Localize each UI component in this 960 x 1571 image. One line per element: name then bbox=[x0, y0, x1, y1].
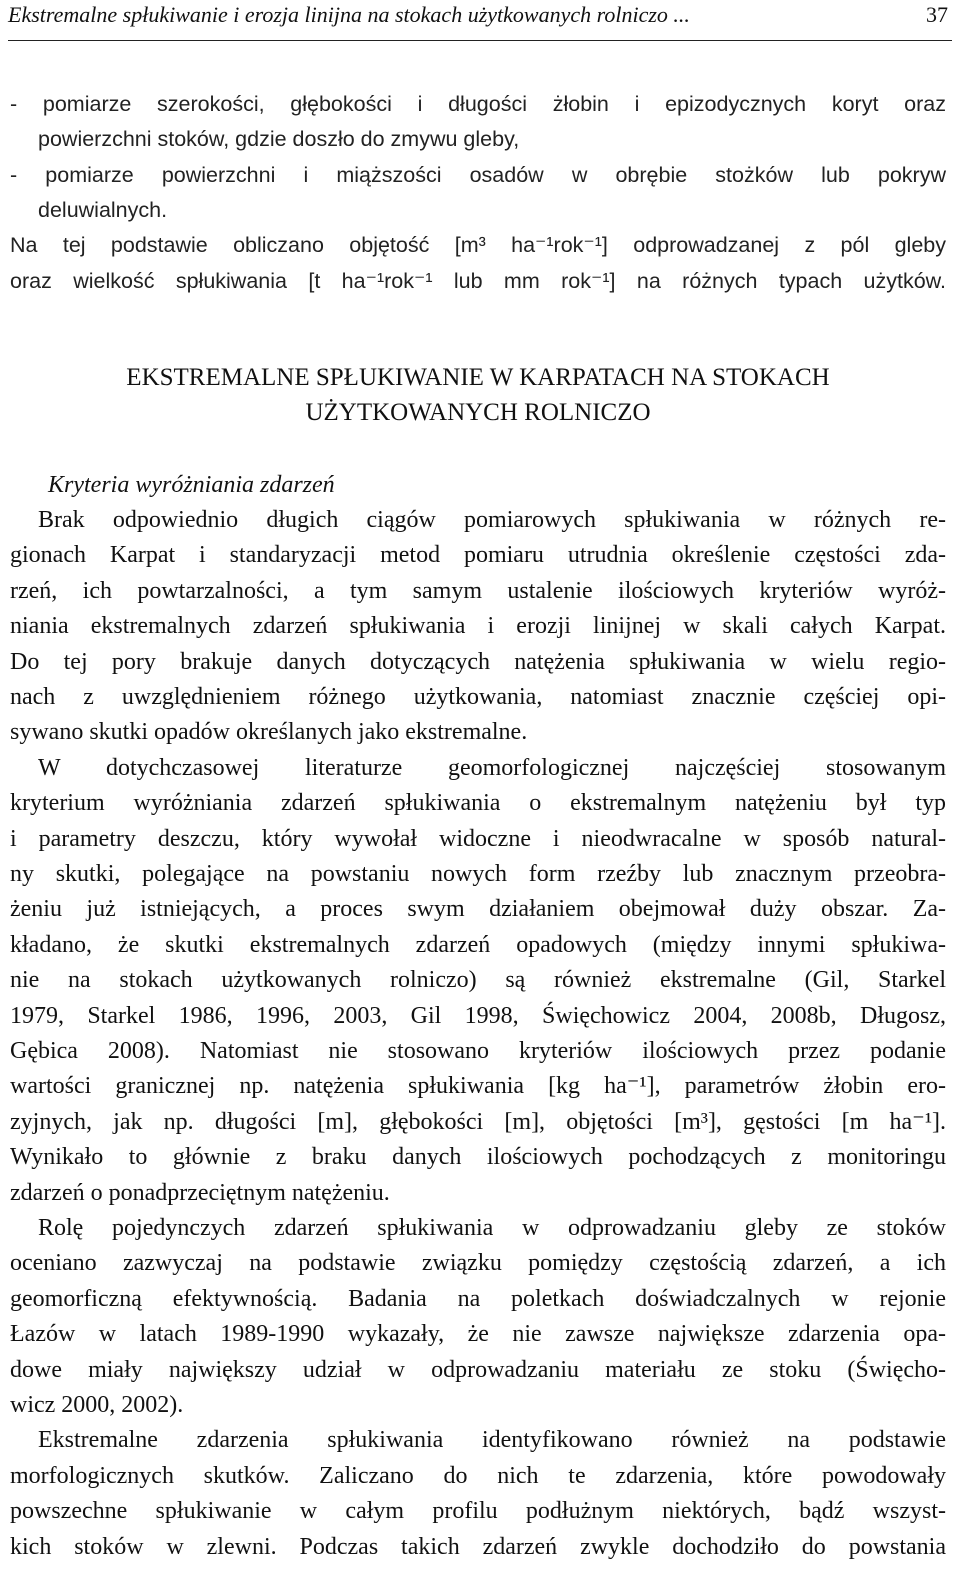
body-line: kich stoków w zlewni. Podczas takich zdarzeń zwykle dochodziło do powstania bbox=[10, 1534, 946, 1560]
intro-line: - pomiarze szerokości, głębokości i długości żłobin i epizodycznych koryt oraz bbox=[10, 92, 946, 116]
body-line: ny skutki, polegające na powstaniu nowych form rzeźby lub znacznym przeobra- bbox=[10, 861, 946, 887]
running-title: Ekstremalne spłukiwanie i erozja linijna na stokach użytkowanych rolniczo ... bbox=[8, 2, 690, 27]
body-line: nie na stokach użytkowanych rolniczo) są również ekstremalne (Gil, Starkel bbox=[10, 967, 946, 993]
body-line: i parametry deszczu, który wywołał widoczne i nieodwracalne w sposób natural- bbox=[10, 826, 946, 852]
body-line: nach z uwzględnieniem różnego użytkowania, natomiast znacznie częściej opi- bbox=[10, 684, 946, 710]
body-line: sywano skutki opadów określanych jako ekstremalne. bbox=[10, 719, 528, 745]
body-line: morfologicznych skutków. Zaliczano do nich te zdarzenia, które powodowały bbox=[10, 1463, 946, 1489]
body-line: Ekstremalne zdarzenia spłukiwania identyfikowano również na podstawie bbox=[38, 1427, 946, 1453]
intro-line: powierzchni stoków, gdzie doszło do zmywu gleby, bbox=[38, 127, 520, 151]
body-line: zdarzeń o ponadprzeciętnym natężeniu. bbox=[10, 1180, 390, 1206]
body-line: gionach Karpat i standaryzacji metod pomiaru utrudnia określenie częstości zda- bbox=[10, 542, 946, 568]
body-line: wicz 2000, 2002). bbox=[10, 1392, 184, 1418]
body-line: Gębica 2008). Natomiast nie stosowano kryteriów ilościowych przez podanie bbox=[10, 1038, 946, 1064]
intro-line: - pomiarze powierzchni i miąższości osadów w obrębie stożków lub pokryw bbox=[10, 163, 946, 187]
intro-line: deluwialnych. bbox=[38, 198, 168, 222]
section-heading-line-2: UŻYTKOWANYCH ROLNICZO bbox=[305, 399, 651, 426]
intro-line: oraz wielkość spłukiwania [t ha⁻¹rok⁻¹ lub mm rok⁻¹] na różnych typach użytków. bbox=[10, 269, 946, 293]
body-line: rzeń, ich powtarzalności, a tym samym ustalenie ilościowych kryteriów wyróż- bbox=[10, 578, 946, 604]
body-line: wartości granicznej np. natężenia spłukiwania [kg ha⁻¹], parametrów żłobin ero- bbox=[10, 1073, 946, 1099]
body-line: kładano, że skutki ekstremalnych zdarzeń opadowych (między innymi spłukiwa- bbox=[10, 932, 946, 958]
body-line: żeniu już istniejących, a proces swym działaniem obejmował duży obszar. Za- bbox=[10, 896, 946, 922]
body-line: W dotychczasowej literaturze geomorfologicznej najczęściej stosowanym bbox=[38, 755, 946, 781]
page-number: 37 bbox=[926, 2, 948, 27]
body-line: geomorficzną efektywnością. Badania na poletkach doświadczalnych w rejonie bbox=[10, 1286, 946, 1312]
body-line: kryterium wyróżniania zdarzeń spłukiwania o ekstremalnym natężeniu był typ bbox=[10, 790, 946, 816]
body-line: Do tej pory brakuje danych dotyczących natężenia spłukiwania w wielu regio- bbox=[10, 649, 946, 675]
section-heading-line-1: EKSTREMALNE SPŁUKIWANIE W KARPATACH NA STOKACH bbox=[126, 364, 830, 391]
body-line: niania ekstremalnych zdarzeń spłukiwania i erozji linijnej w skali całych Karpat. bbox=[10, 613, 946, 639]
subsection-title: Kryteria wyróżniania zdarzeń bbox=[48, 472, 335, 498]
body-line: Rolę pojedynczych zdarzeń spłukiwania w odprowadzaniu gleby ze stoków bbox=[38, 1215, 946, 1241]
intro-line: Na tej podstawie obliczano objętość [m³ ha⁻¹rok⁻¹] odprowadzanej z pól gleby bbox=[10, 233, 946, 257]
body-line: Brak odpowiednio długich ciągów pomiarowych spłukiwania w różnych re- bbox=[38, 507, 946, 533]
body-line: Łazów w latach 1989-1990 wykazały, że nie zawsze największe zdarzenia opa- bbox=[10, 1321, 946, 1347]
body-line: powszechne spłukiwanie w całym profilu podłużnym niektórych, bądź wszyst- bbox=[10, 1498, 946, 1524]
body-line: zyjnych, jak np. długości [m], głębokości [m], objętości [m³], gęstości [m ha⁻¹]. bbox=[10, 1109, 946, 1135]
running-header bbox=[8, 0, 952, 41]
body-line: Wynikało to głównie z braku danych ilościowych pochodzących z monitoringu bbox=[10, 1144, 946, 1170]
body-line: 1979, Starkel 1986, 1996, 2003, Gil 1998, Święchowicz 2004, 2008b, Długosz, bbox=[10, 1003, 946, 1029]
body-line: oceniano zazwyczaj na podstawie związku pomiędzy częstością zdarzeń, a ich bbox=[10, 1250, 946, 1276]
body-line: dowe miały największy udział w odprowadzaniu materiału ze stoku (Święcho- bbox=[10, 1357, 946, 1383]
